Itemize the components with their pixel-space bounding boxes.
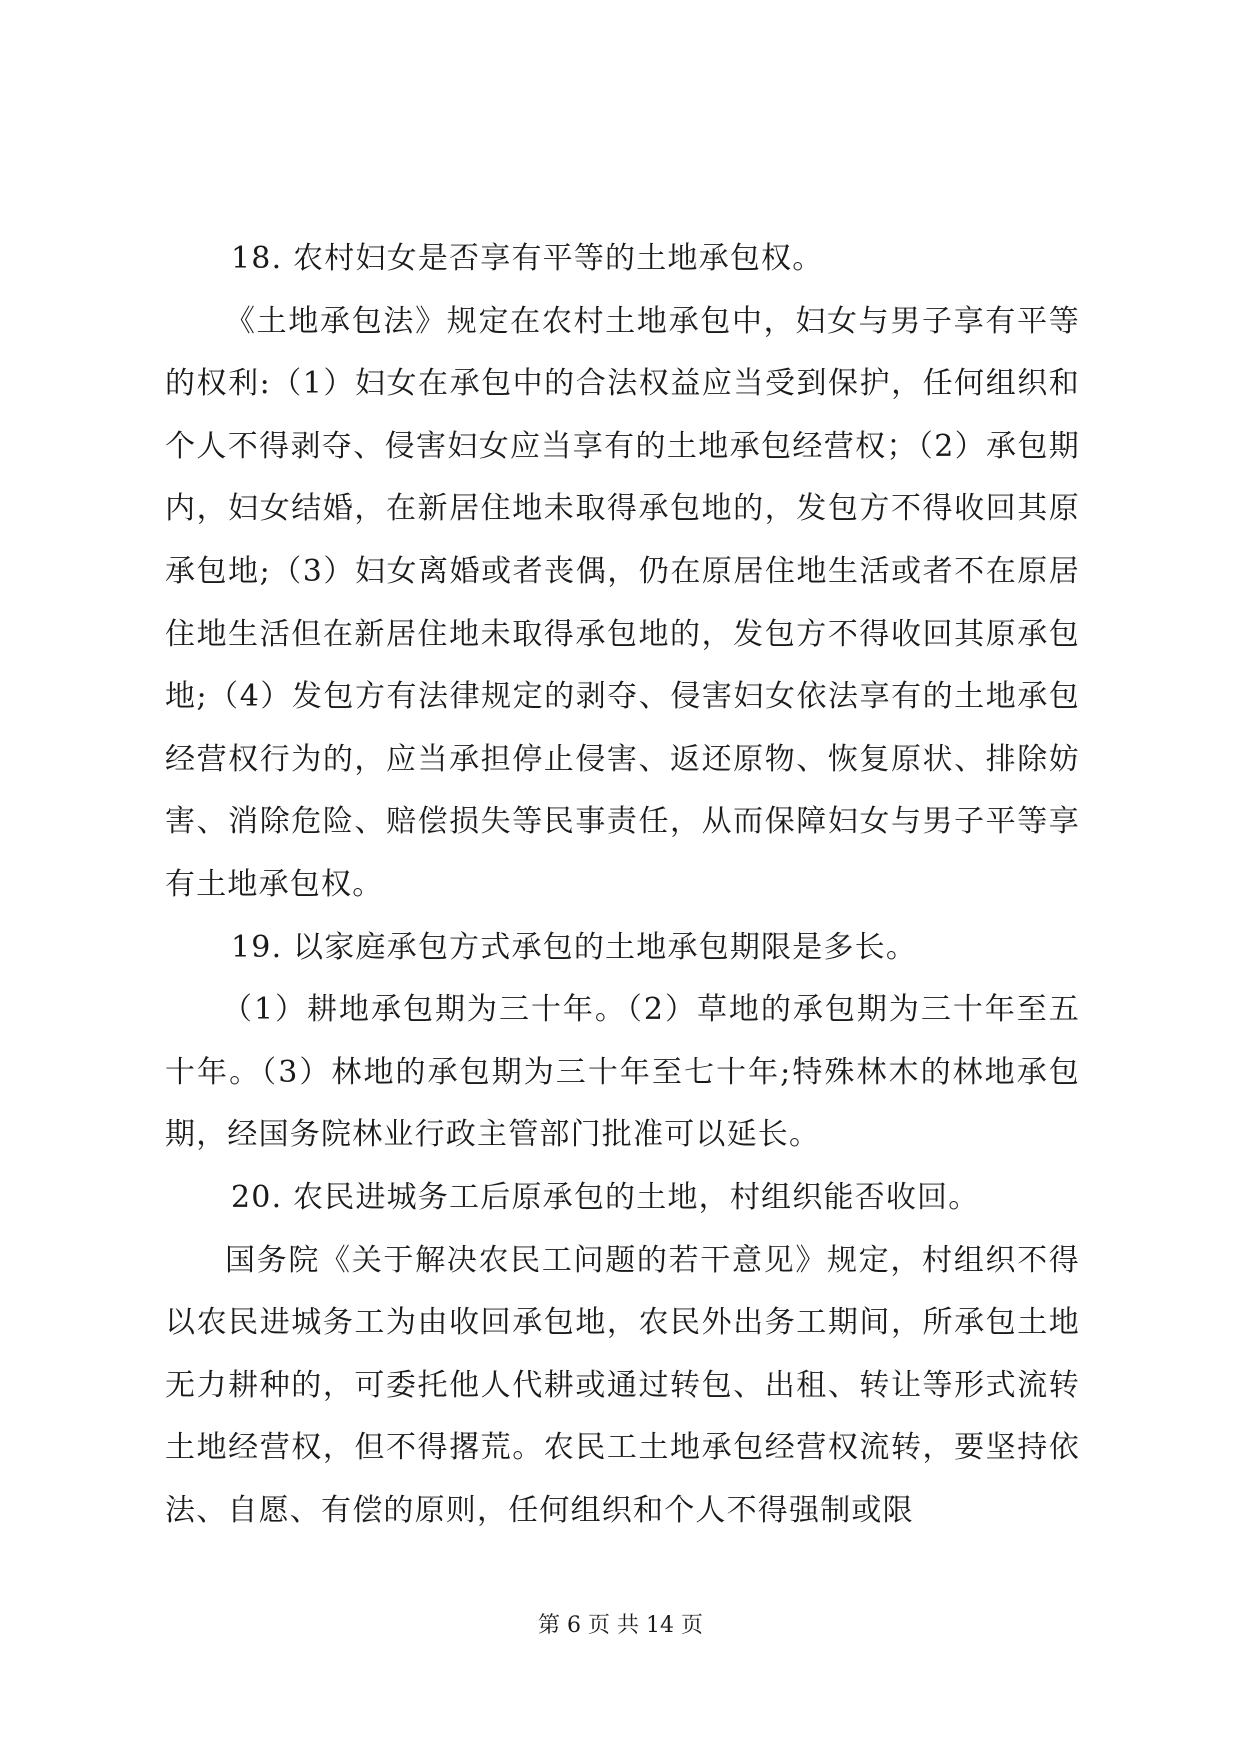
answer-18-paragraph: 《土地承包法》规定在农村土地承包中，妇女与男子享有平等的权利:（1）妇女在承包中的合法权益应当受到保护，任何组织和个人不得剥夺、侵害妇女应当享有的土地承包经营权；（2）承包期内，妇女结婚，在新居住地未取得承包地的，发包方不得收回其原承包地;（3）妇女离婚或者丧偶，仍在原居住地生活或者不在原居住地生活但在新居住地未取得承包地的，发包方不得收回其原承包地;（4）发包方有法律规定的剥夺、侵害妇女依法享有的土地承包经营权行为的，应当承担停止侵害、返还原物、恢复原状、排除妨害、消除危险、赔偿损失等民事责任，从而保障妇女与男子平等享有土地承包权。 [165, 303, 1080, 902]
page-footer [0, 1608, 1241, 1639]
question-19-heading: 19. 以家庭承包方式承包的土地承包期限是多长。 [231, 929, 918, 965]
question-18-heading: 18. 农村妇女是否享有平等的土地承包权。 [231, 241, 824, 276]
answer-20-paragraph: 国务院《关于解决农民工问题的若干意见》规定，村组织不得以农民进城务工为由收回承包地，农民外出务工期间，所承包土地无力耕种的，可委托他人代耕或通过转包、出租、转让等形式流转土地经营权，但不得撂荒。农民工土地承包经营权流转，要坚持依法、自愿、有偿的原则，任何组织和个人不得强制或限 [165, 1242, 1080, 1528]
page-number-text: 第 6 页 共 14 页 [538, 1613, 703, 1638]
document-body [165, 228, 1080, 1542]
question-20-heading: 20. 农民进城务工后原承包的土地，村组织能否收回。 [231, 1179, 980, 1215]
answer-19-paragraph: （1）耕地承包期为三十年。（2）草地的承包期为三十年至五十年。（3）林地的承包期为三十年至七十年;特殊林木的林地承包期，经国务院林业行政主管部门批准可以延长。 [165, 992, 1080, 1153]
